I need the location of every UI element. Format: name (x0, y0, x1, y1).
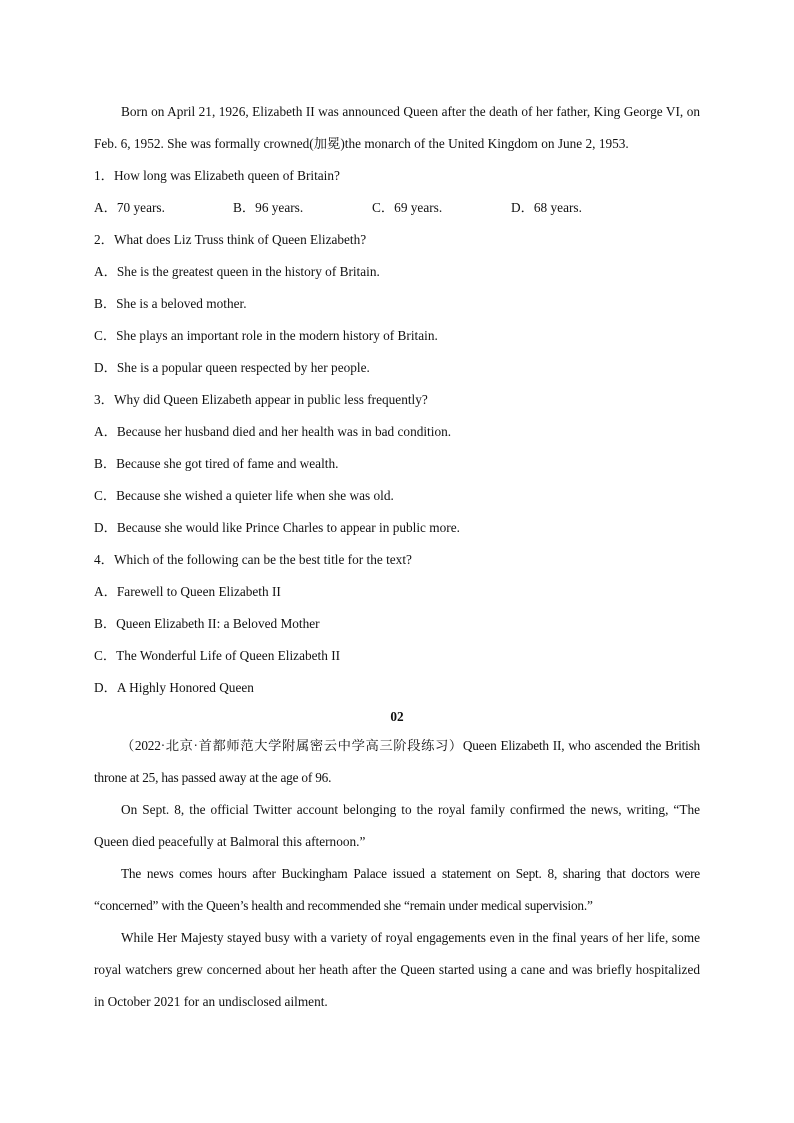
question-1-options (94, 192, 700, 224)
question-2-option-b[interactable]: B．She is a beloved mother. (94, 296, 247, 311)
section2-paragraph-2: On Sept. 8, the official Twitter account belonging to the royal family confirmed the news, writing, “The Queen died peacefully at Balmoral this afternoon.” (94, 802, 700, 849)
question-3-option-b[interactable]: B．Because she got tired of fame and wealth. (94, 456, 339, 471)
question-2-stem: 2．What does Liz Truss think of Queen Elizabeth? (94, 232, 367, 247)
section2-paragraph-1: （2022·北京·首都师范大学附属密云中学高三阶段练习）Queen Elizabeth II, who ascended the British throne at 25, has passed away at the age of 96. (94, 738, 700, 785)
question-4-option-a[interactable]: A．Farewell to Queen Elizabeth II (94, 584, 281, 599)
document-page (94, 96, 700, 1018)
section2-paragraph-4: While Her Majesty stayed busy with a variety of royal engagements even in the final years of her life, some royal watchers grew concerned about her heath after the Queen started using a cane and was briefly hospitalized in October 2021 for an undisclosed ailment. (94, 930, 700, 1009)
question-2-option-c[interactable]: C．She plays an important role in the modern history of Britain. (94, 328, 438, 343)
question-4-option-d[interactable]: D．A Highly Honored Queen (94, 680, 254, 695)
question-1-stem: 1．How long was Elizabeth queen of Britain? (94, 168, 340, 183)
question-1-option-a[interactable]: A．70 years. (94, 200, 165, 215)
question-4-option-b[interactable]: B．Queen Elizabeth II: a Beloved Mother (94, 616, 320, 631)
question-4-option-c[interactable]: C．The Wonderful Life of Queen Elizabeth II (94, 648, 341, 663)
question-1-option-d[interactable]: D．68 years. (511, 200, 582, 215)
question-3-option-a[interactable]: A．Because her husband died and her health was in bad condition. (94, 424, 452, 439)
question-4-stem: 4．Which of the following can be the best title for the text? (94, 552, 412, 567)
passage-intro: Born on April 21, 1926, Elizabeth II was announced Queen after the death of her father, King George VI, on Feb. 6, 1952. She was formally crowned(加冕)the monarch of the United Kingdom on June 2, 1953. (94, 104, 700, 151)
question-2-option-a[interactable]: A．She is the greatest queen in the history of Britain. (94, 264, 380, 279)
question-3-option-d[interactable]: D．Because she would like Prince Charles to appear in public more. (94, 520, 460, 535)
question-1-option-b[interactable]: B．96 years. (233, 200, 304, 215)
section-number: 02 (390, 709, 404, 724)
question-3-option-c[interactable]: C．Because she wished a quieter life when she was old. (94, 488, 394, 503)
question-2-option-d[interactable]: D．She is a popular queen respected by her people. (94, 360, 370, 375)
question-1-option-c[interactable]: C．69 years. (372, 200, 443, 215)
section2-paragraph-3: The news comes hours after Buckingham Palace issued a statement on Sept. 8, sharing that doctors were “concerned” with the Queen’s health and recommended she “remain under medical supervision.” (94, 866, 700, 913)
question-3-stem: 3．Why did Queen Elizabeth appear in public less frequently? (94, 392, 428, 407)
